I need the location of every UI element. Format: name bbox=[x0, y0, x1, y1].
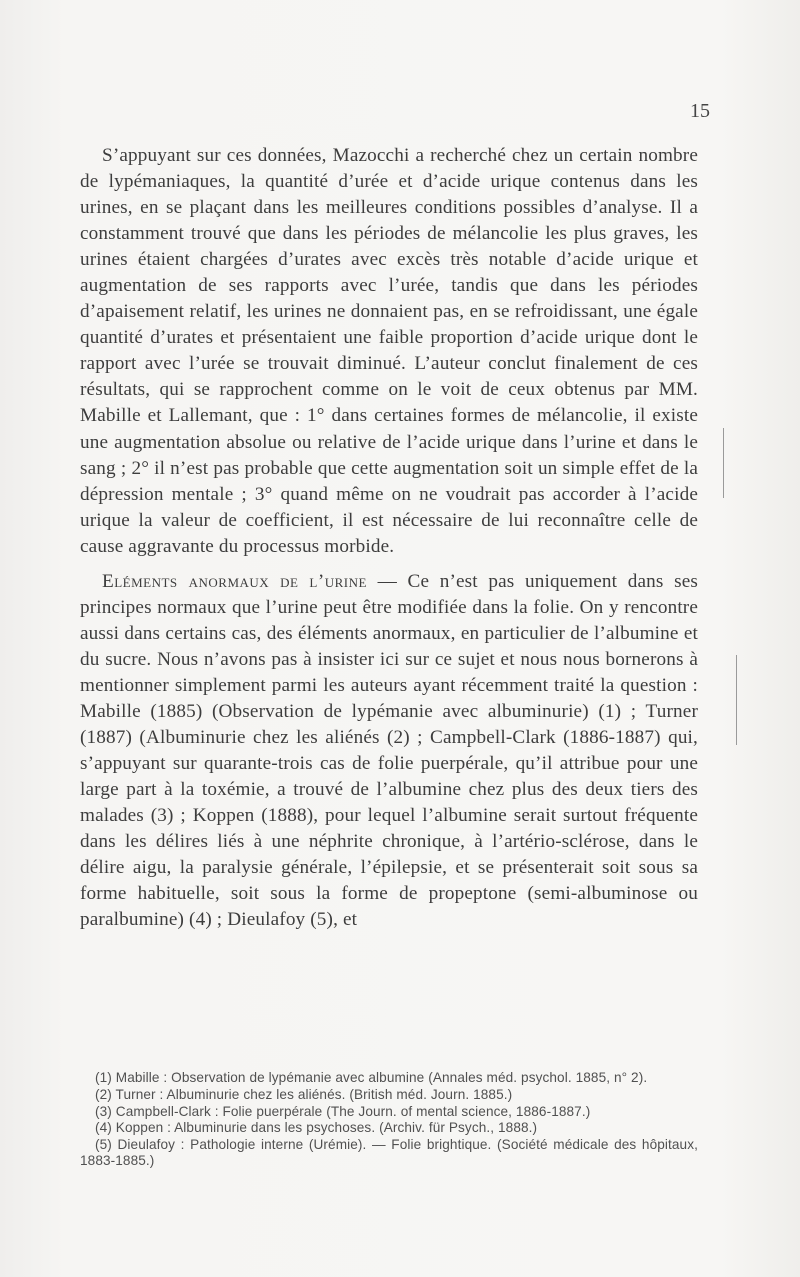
footnote-4: (4) Koppen : Albuminurie dans les psychoses. (Archiv. für Psych., 1888.) bbox=[95, 1120, 538, 1136]
paragraph-mazocchi: S’appuyant sur ces données, Mazocchi a recherché chez un certain nombre de lypémaniaques, la quantité d’urée et d’acide urique contenus dans les urines, en se plaçant dans les meilleures conditions possibles d’analyse. Il a constamment trouvé que dans les périodes de mélancolie les plus graves, les urines étaient chargées d’urates avec excès très notable d’acide urique et augmentation de ses rapports avec l’urée, tandis que dans les périodes d’apaisement relatif, les urines ne donnaient pas, en se refroidissant, une égale quantité d’urates et présentaient une faible proportion d’acide urique dont le rapport avec l’urée se trouvait diminué. L’auteur conclut finalement de ces résultats, qui se rapprochent comme on le voit de ceux obtenus par MM. Mabille et Lallemant, que : 1° dans certaines formes de mélancolie, il existe une augmentation absolue ou relative de l’acide urique dans l’urine et dans le sang ; 2° il n’est pas probable que cette augmentation soit un simple effet de la dépression mentale ; 3° quand même on ne voudrait pas accorder à l’acide urique la valeur de coefficient, il est nécessaire de lui reconnaître celle de cause aggravante du processus morbide. bbox=[80, 145, 698, 557]
footnote-1: (1) Mabille : Observation de lypémanie avec albumine (Annales méd. psychol. 1885, n° 2). bbox=[95, 1070, 648, 1085]
footnotes bbox=[80, 1070, 698, 1170]
page-number: 15 bbox=[690, 100, 710, 122]
section-heading: Eléments anormaux de l’urine bbox=[102, 570, 367, 592]
margin-mark-1 bbox=[723, 428, 724, 498]
body-text bbox=[80, 143, 698, 933]
paragraph-abnormal-elements bbox=[80, 569, 698, 934]
footnote-3: (3) Campbell-Clark : Folie puerpérale (The Journ. of mental science, 1886-1887.) bbox=[95, 1103, 591, 1119]
margin-mark-2 bbox=[736, 655, 737, 745]
paragraph-abnormal-elements-text: — Ce n’est pas uniquement dans ses principes normaux que l’urine peut être modifiée dans la folie. On y rencontre aussi dans certains cas, des éléments anormaux, en particulier de l’albumine et du sucre. Nous n’avons pas à insister ici sur ce sujet et nous nous bornerons à mentionner simplement parmi les auteurs ayant récemment traité la question : Mabille (1885) (Observation de lypémanie avec albuminurie) (1) ; Turner (1887) (Albuminurie chez les aliénés (2) ; Campbell-Clark (1886-1887) qui, s’appuyant sur quarante-trois cas de folie puerpérale, qu’il attribue pour une large part à la toxémie, a trouvé de l’albumine chez plus des deux tiers des malades (3) ; Koppen (1888), pour lequel l’albumine serait surtout fréquente dans les délires liés à une néphrite chronique, à l’artério-sclérose, dans le délire aigu, la paralysie générale, l’épilepsie, et se présenterait soit sous sa forme habituelle, soit sous la forme de propeptone (semi-albuminose ou paralbumine) (4) ; Dieulafoy (5), et bbox=[80, 570, 698, 931]
footnote-5: (5) Dieulafoy : Pathologie interne (Urémie). — Folie brightique. (Société médicale des hôpitaux, 1883-1885.) bbox=[80, 1137, 698, 1169]
footnote-2: (2) Turner : Albuminurie chez les aliénés. (British méd. Journ. 1885.) bbox=[95, 1086, 513, 1102]
